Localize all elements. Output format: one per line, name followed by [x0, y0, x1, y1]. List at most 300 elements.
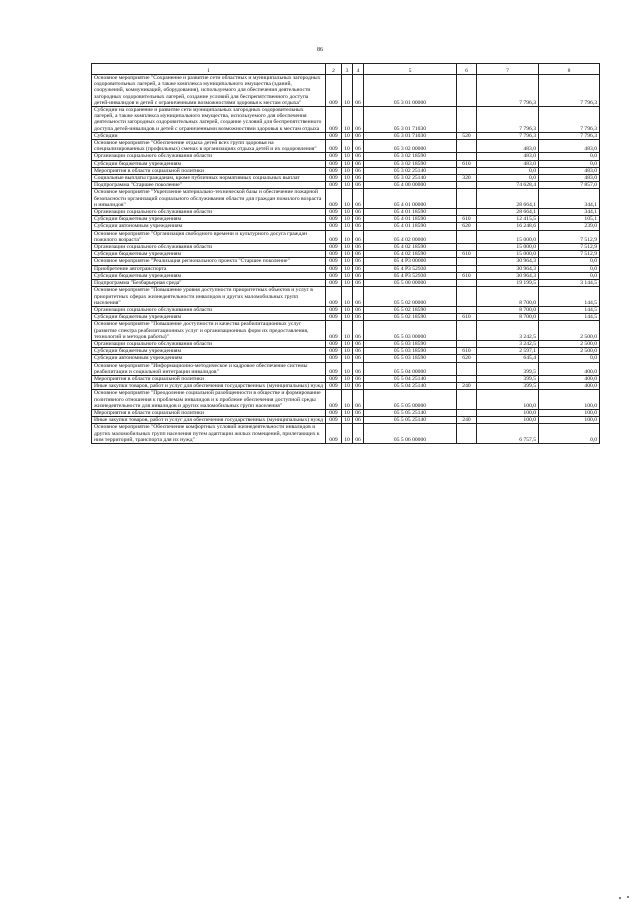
table-row — [92, 216, 600, 223]
cell-grbs: 009 — [326, 107, 342, 133]
cell-expense-type: 620 — [457, 355, 477, 362]
table-row — [92, 75, 600, 107]
scan-mark — [627, 896, 629, 898]
header-col-8: 8 — [539, 64, 600, 75]
cell-target-article: 05 5 04 25140 — [364, 383, 457, 390]
cell-sum-year-2: 344,1 — [539, 209, 600, 216]
table-row — [92, 417, 600, 424]
cell-grbs: 009 — [326, 258, 342, 265]
cell-razdel: 10 — [342, 107, 353, 133]
cell-expense-type — [457, 375, 477, 382]
cell-target-article: 05 3 02 25140 — [364, 167, 457, 174]
cell-sum-year-2: 0,0 — [539, 265, 600, 272]
cell-sum-year-1: 0,0 — [477, 167, 539, 174]
cell-name: Субсидии автономным учреждениям — [92, 223, 326, 230]
table-row — [92, 424, 600, 444]
cell-podrazdel: 06 — [353, 175, 364, 182]
cell-target-article: 05 5 02 18590 — [364, 306, 457, 313]
cell-razdel: 10 — [342, 216, 353, 223]
cell-expense-type — [457, 409, 477, 416]
cell-name: Основное мероприятие "Организация свободного времени и культурного досуга граждан пожилого возраста" — [92, 230, 326, 243]
cell-razdel: 10 — [342, 160, 353, 167]
cell-podrazdel: 06 — [353, 153, 364, 160]
table-row — [92, 258, 600, 265]
cell-sum-year-2: 7 512,9 — [539, 244, 600, 251]
cell-podrazdel: 06 — [353, 424, 364, 444]
cell-podrazdel: 06 — [353, 375, 364, 382]
cell-sum-year-1: 19 199,5 — [477, 280, 539, 287]
cell-expense-type — [457, 153, 477, 160]
table-row — [92, 355, 600, 362]
cell-name: Подпрограмма "Старшее поколение" — [92, 182, 326, 189]
cell-grbs: 009 — [326, 390, 342, 410]
cell-name: Организации социального обслуживания области — [92, 244, 326, 251]
cell-target-article: 05 4 01 18590 — [364, 209, 457, 216]
cell-expense-type — [457, 424, 477, 444]
cell-expense-type: 610 — [457, 314, 477, 321]
cell-razdel: 10 — [342, 362, 353, 375]
cell-sum-year-1: 3 242,5 — [477, 321, 539, 341]
cell-razdel: 10 — [342, 209, 353, 216]
cell-sum-year-1: 645,4 — [477, 355, 539, 362]
cell-sum-year-2: 2 500,0 — [539, 348, 600, 355]
cell-razdel: 10 — [342, 140, 353, 153]
cell-name: Основное мероприятие "Информационно-методическое и кадровое обеспечение системы реабилитации и социальной интеграции инвалидов" — [92, 362, 326, 375]
cell-target-article: 05 3 02 00000 — [364, 140, 457, 153]
cell-podrazdel: 06 — [353, 258, 364, 265]
cell-name: Субсидии бюджетным учреждениям — [92, 216, 326, 223]
cell-podrazdel: 06 — [353, 272, 364, 279]
cell-name: Основное мероприятие "Преодоление социальной разобщенности в обществе и формирование позитивного отношения к проблемам инвалидов и к проблеме обеспечения доступной среды жизнедеятельности для инвалидов и других маломобильных групп населения" — [92, 390, 326, 410]
cell-grbs: 009 — [326, 244, 342, 251]
cell-podrazdel: 06 — [353, 230, 364, 243]
table-row — [92, 348, 600, 355]
cell-podrazdel: 06 — [353, 244, 364, 251]
cell-grbs: 009 — [326, 424, 342, 444]
cell-expense-type — [457, 167, 477, 174]
cell-grbs: 009 — [326, 340, 342, 347]
cell-name: Субсидии бюджетным учреждениям — [92, 251, 326, 258]
cell-target-article: 05 5 04 00000 — [364, 362, 457, 375]
cell-expense-type — [457, 280, 477, 287]
page-number: 86 — [317, 47, 323, 53]
cell-razdel: 10 — [342, 409, 353, 416]
cell-sum-year-2: 105,1 — [539, 216, 600, 223]
cell-expense-type — [457, 321, 477, 341]
table-row — [92, 280, 600, 287]
cell-sum-year-1: 12 415,5 — [477, 216, 539, 223]
cell-sum-year-1: 100,0 — [477, 409, 539, 416]
table-row — [92, 306, 600, 313]
cell-grbs: 009 — [326, 362, 342, 375]
cell-name: Основное мероприятие "Сохранение и развитие сети областных и муниципальных загородных оздоровительных лагерей, а также комплекса муниципального имущества (зданий, сооружений, коммуникаций, оборудования), используемого для обеспечения деятельности загородных оздоровительных лагерей, создание условий для беспрепятственного доступа детей-инвалидов и детей с ограниченными возможностями здоровья к местам отдыха" — [92, 75, 326, 107]
cell-name: Основное мероприятие "Укрепление материально-технической базы и обеспечение пожарной безопасности организаций социального обслуживания области для граждан пожилого возраста и инвалидов" — [92, 189, 326, 209]
header-col-1: 1 — [92, 64, 326, 75]
cell-podrazdel: 06 — [353, 216, 364, 223]
cell-sum-year-2: 400,0 — [539, 383, 600, 390]
cell-sum-year-2: 7 512,9 — [539, 230, 600, 243]
cell-podrazdel: 06 — [353, 107, 364, 133]
cell-name: Субсидии бюджетным учреждениям — [92, 160, 326, 167]
cell-grbs: 009 — [326, 409, 342, 416]
cell-grbs: 009 — [326, 280, 342, 287]
cell-grbs: 009 — [326, 140, 342, 153]
cell-grbs: 009 — [326, 375, 342, 382]
cell-expense-type — [457, 209, 477, 216]
cell-expense-type: 520 — [457, 132, 477, 139]
cell-podrazdel: 06 — [353, 348, 364, 355]
cell-name: Мероприятия в области социальной политики — [92, 375, 326, 382]
cell-expense-type — [457, 306, 477, 313]
cell-expense-type: 320 — [457, 175, 477, 182]
cell-sum-year-2: 2 500,0 — [539, 321, 600, 341]
cell-name: Основное мероприятие "Повышение доступности и качества реабилитационных услуг (развитие спектра реабилитационных услуг и организационных форм их предоставления, технологий и методов работы)" — [92, 321, 326, 341]
cell-grbs: 009 — [326, 216, 342, 223]
cell-podrazdel: 06 — [353, 167, 364, 174]
cell-grbs: 009 — [326, 287, 342, 307]
table-row — [92, 140, 600, 153]
cell-razdel: 10 — [342, 287, 353, 307]
cell-grbs: 009 — [326, 306, 342, 313]
cell-expense-type — [457, 340, 477, 347]
cell-sum-year-1: 8 700,0 — [477, 287, 539, 307]
cell-sum-year-1: 30 964,3 — [477, 272, 539, 279]
cell-razdel: 10 — [342, 153, 353, 160]
cell-grbs: 009 — [326, 355, 342, 362]
table-row — [92, 314, 600, 321]
cell-target-article: 05 4 P3 52930 — [364, 265, 457, 272]
table-row — [92, 321, 600, 341]
cell-target-article: 05 4 P3 00000 — [364, 258, 457, 265]
cell-target-article: 05 3 02 25140 — [364, 175, 457, 182]
cell-sum-year-2: 144,5 — [539, 287, 600, 307]
cell-grbs: 009 — [326, 153, 342, 160]
cell-sum-year-1: 7 796,3 — [477, 107, 539, 133]
cell-razdel: 10 — [342, 424, 353, 444]
cell-podrazdel: 06 — [353, 189, 364, 209]
cell-expense-type — [457, 189, 477, 209]
table-row — [92, 375, 600, 382]
cell-target-article: 05 5 00 00000 — [364, 280, 457, 287]
table-row — [92, 251, 600, 258]
cell-sum-year-2: 483,0 — [539, 140, 600, 153]
cell-expense-type: 610 — [457, 251, 477, 258]
cell-expense-type — [457, 265, 477, 272]
header-col-5: 5 — [364, 64, 457, 75]
cell-razdel: 10 — [342, 75, 353, 107]
cell-sum-year-1: 483,0 — [477, 140, 539, 153]
cell-expense-type — [457, 107, 477, 133]
cell-razdel: 10 — [342, 383, 353, 390]
cell-expense-type — [457, 244, 477, 251]
cell-name: Подпрограмма "Безбарьерная среда" — [92, 280, 326, 287]
table-row — [92, 265, 600, 272]
cell-target-article: 05 4 01 18590 — [364, 216, 457, 223]
cell-grbs: 009 — [326, 314, 342, 321]
cell-sum-year-1: 100,0 — [477, 417, 539, 424]
cell-target-article: 05 3 02 18590 — [364, 160, 457, 167]
cell-sum-year-1: 399,5 — [477, 383, 539, 390]
table-row — [92, 287, 600, 307]
cell-grbs: 009 — [326, 75, 342, 107]
cell-expense-type: 610 — [457, 348, 477, 355]
cell-sum-year-2: 0,0 — [539, 272, 600, 279]
table-row — [92, 362, 600, 375]
cell-podrazdel: 06 — [353, 223, 364, 230]
cell-name: Социальные выплаты гражданам, кроме публичных нормативных социальных выплат — [92, 175, 326, 182]
cell-podrazdel: 06 — [353, 251, 364, 258]
cell-sum-year-1: 28 664,1 — [477, 189, 539, 209]
cell-podrazdel: 06 — [353, 383, 364, 390]
cell-sum-year-2: 0,0 — [539, 153, 600, 160]
cell-sum-year-1: 7 796,3 — [477, 132, 539, 139]
cell-podrazdel: 06 — [353, 265, 364, 272]
cell-podrazdel: 06 — [353, 287, 364, 307]
cell-target-article: 05 3 01 71030 — [364, 107, 457, 133]
cell-expense-type — [457, 75, 477, 107]
cell-expense-type — [457, 140, 477, 153]
cell-sum-year-1: 483,0 — [477, 153, 539, 160]
cell-podrazdel: 06 — [353, 280, 364, 287]
cell-sum-year-1: 15 000,0 — [477, 251, 539, 258]
table-row — [92, 409, 600, 416]
cell-name: Мероприятия в области социальной политики — [92, 409, 326, 416]
cell-expense-type — [457, 182, 477, 189]
table-row — [92, 175, 600, 182]
cell-name: Организации социального обслуживания области — [92, 153, 326, 160]
cell-sum-year-2: 0,0 — [539, 258, 600, 265]
cell-expense-type — [457, 258, 477, 265]
cell-sum-year-1: 28 664,1 — [477, 209, 539, 216]
cell-sum-year-1: 8 700,0 — [477, 306, 539, 313]
header-col-3: 3 — [342, 64, 353, 75]
table-header-row — [92, 64, 600, 75]
cell-sum-year-1: 7 796,3 — [477, 75, 539, 107]
cell-name: Иные закупки товаров, работ и услуг для обеспечения государственных (муниципальных) нужд — [92, 417, 326, 424]
table-row — [92, 390, 600, 410]
cell-name: Организации социального обслуживания области — [92, 209, 326, 216]
table-row — [92, 223, 600, 230]
cell-target-article: 05 5 03 18590 — [364, 348, 457, 355]
cell-name: Субсидии — [92, 132, 326, 139]
cell-grbs: 009 — [326, 230, 342, 243]
cell-sum-year-2: 3 144,5 — [539, 280, 600, 287]
cell-razdel: 10 — [342, 244, 353, 251]
cell-target-article: 05 3 01 71030 — [364, 132, 457, 139]
cell-sum-year-2: 100,0 — [539, 390, 600, 410]
cell-name: Субсидии бюджетным учреждениям — [92, 348, 326, 355]
cell-name: Основное мероприятие "Повышение уровня доступности приоритетных объектов и услуг в приоритетных сферах жизнедеятельности инвалидов и других маломобильных групп населения" — [92, 287, 326, 307]
cell-sum-year-2: 7 796,3 — [539, 132, 600, 139]
cell-podrazdel: 06 — [353, 140, 364, 153]
cell-podrazdel: 06 — [353, 340, 364, 347]
cell-razdel: 10 — [342, 314, 353, 321]
cell-podrazdel: 06 — [353, 75, 364, 107]
table-row — [92, 383, 600, 390]
table-row — [92, 189, 600, 209]
cell-grbs: 009 — [326, 251, 342, 258]
cell-target-article: 05 3 02 18590 — [364, 153, 457, 160]
cell-grbs: 009 — [326, 132, 342, 139]
header-col-4: 4 — [353, 64, 364, 75]
cell-podrazdel: 06 — [353, 314, 364, 321]
cell-target-article: 05 5 05 00000 — [364, 390, 457, 410]
cell-razdel: 10 — [342, 306, 353, 313]
cell-name: Мероприятия в области социальной политики — [92, 167, 326, 174]
table-row — [92, 153, 600, 160]
cell-sum-year-1: 6 757,5 — [477, 424, 539, 444]
cell-sum-year-1: 16 248,6 — [477, 223, 539, 230]
cell-sum-year-1: 483,0 — [477, 160, 539, 167]
cell-razdel: 10 — [342, 390, 353, 410]
cell-expense-type: 610 — [457, 272, 477, 279]
cell-target-article: 05 5 04 25140 — [364, 375, 457, 382]
cell-razdel: 10 — [342, 182, 353, 189]
cell-grbs: 009 — [326, 272, 342, 279]
cell-expense-type: 620 — [457, 223, 477, 230]
cell-sum-year-2: 0,0 — [539, 424, 600, 444]
cell-razdel: 10 — [342, 167, 353, 174]
cell-grbs: 009 — [326, 383, 342, 390]
cell-podrazdel: 06 — [353, 417, 364, 424]
cell-target-article: 05 4 02 18590 — [364, 251, 457, 258]
cell-expense-type: 240 — [457, 383, 477, 390]
table-row — [92, 132, 600, 139]
cell-razdel: 10 — [342, 355, 353, 362]
cell-sum-year-2: 7 796,3 — [539, 75, 600, 107]
cell-razdel: 10 — [342, 265, 353, 272]
cell-expense-type — [457, 362, 477, 375]
cell-sum-year-2: 400,0 — [539, 362, 600, 375]
cell-sum-year-1: 0,0 — [477, 175, 539, 182]
table-row — [92, 167, 600, 174]
cell-podrazdel: 06 — [353, 306, 364, 313]
cell-sum-year-1: 15 000,0 — [477, 230, 539, 243]
cell-target-article: 05 4 02 00000 — [364, 230, 457, 243]
cell-name: Иные закупки товаров, работ и услуг для обеспечения государственных (муниципальных) нужд — [92, 383, 326, 390]
cell-expense-type — [457, 390, 477, 410]
table-row — [92, 209, 600, 216]
cell-razdel: 10 — [342, 230, 353, 243]
cell-sum-year-2: 7 857,0 — [539, 182, 600, 189]
cell-target-article: 05 5 02 18590 — [364, 314, 457, 321]
cell-sum-year-2: 7 796,3 — [539, 107, 600, 133]
cell-sum-year-2: 344,1 — [539, 189, 600, 209]
cell-sum-year-1: 3 242,5 — [477, 340, 539, 347]
cell-razdel: 10 — [342, 272, 353, 279]
cell-sum-year-1: 399,5 — [477, 362, 539, 375]
cell-razdel: 10 — [342, 258, 353, 265]
cell-expense-type: 610 — [457, 216, 477, 223]
cell-expense-type — [457, 287, 477, 307]
cell-grbs: 009 — [326, 167, 342, 174]
cell-razdel: 10 — [342, 175, 353, 182]
cell-target-article: 05 5 02 00000 — [364, 287, 457, 307]
cell-podrazdel: 06 — [353, 362, 364, 375]
cell-name: Субсидии автономным учреждениям — [92, 355, 326, 362]
table-row — [92, 182, 600, 189]
cell-razdel: 10 — [342, 223, 353, 230]
cell-name: Основное мероприятие "Обеспечение комфортных условий жизнедеятельности инвалидов и других маломобильных групп населения путем адаптации жилых помещений, прилегающих к ним территорий, транспорта для их нужд" — [92, 424, 326, 444]
cell-sum-year-1: 30 964,3 — [477, 265, 539, 272]
cell-grbs: 009 — [326, 265, 342, 272]
cell-name: Субсидии бюджетным учреждениям — [92, 314, 326, 321]
cell-target-article: 05 5 03 00000 — [364, 321, 457, 341]
cell-razdel: 10 — [342, 375, 353, 382]
cell-sum-year-2: 2 500,0 — [539, 340, 600, 347]
cell-grbs: 009 — [326, 160, 342, 167]
cell-sum-year-1: 2 597,1 — [477, 348, 539, 355]
cell-sum-year-1: 15 000,0 — [477, 244, 539, 251]
cell-sum-year-2: 0,0 — [539, 355, 600, 362]
cell-podrazdel: 06 — [353, 390, 364, 410]
table-row — [92, 272, 600, 279]
cell-target-article: 05 4 01 18590 — [364, 223, 457, 230]
cell-sum-year-2: 483,0 — [539, 167, 600, 174]
cell-sum-year-2: 100,0 — [539, 409, 600, 416]
table-row — [92, 230, 600, 243]
cell-target-article: 05 4 00 00000 — [364, 182, 457, 189]
cell-sum-year-2: 0,0 — [539, 160, 600, 167]
cell-sum-year-1: 399,5 — [477, 375, 539, 382]
table-row — [92, 244, 600, 251]
cell-sum-year-2: 400,0 — [539, 375, 600, 382]
cell-grbs: 009 — [326, 182, 342, 189]
cell-sum-year-2: 239,0 — [539, 223, 600, 230]
cell-sum-year-1: 100,0 — [477, 390, 539, 410]
cell-target-article: 05 3 01 00000 — [364, 75, 457, 107]
cell-name: Субсидии на сохранение и развитие сети муниципальных загородных оздоровительных лагерей, а также комплекса муниципального имущества, используемого для обеспечения деятельности загородных оздоровительных лагерей, создание условий для беспрепятственного доступа детей-инвалидов и детей с ограниченными возможностями здоровья к местам отдыха — [92, 107, 326, 133]
cell-target-article: 05 5 03 18590 — [364, 355, 457, 362]
cell-razdel: 10 — [342, 417, 353, 424]
cell-razdel: 10 — [342, 251, 353, 258]
cell-razdel: 10 — [342, 348, 353, 355]
header-col-7: 7 — [477, 64, 539, 75]
scan-mark — [619, 897, 621, 899]
cell-sum-year-1: 8 700,0 — [477, 314, 539, 321]
cell-grbs: 009 — [326, 321, 342, 341]
cell-sum-year-2: 144,5 — [539, 306, 600, 313]
cell-podrazdel: 06 — [353, 160, 364, 167]
cell-sum-year-1: 30 964,3 — [477, 258, 539, 265]
table-row — [92, 107, 600, 133]
cell-sum-year-2: 100,0 — [539, 417, 600, 424]
cell-razdel: 10 — [342, 189, 353, 209]
cell-expense-type — [457, 230, 477, 243]
cell-podrazdel: 06 — [353, 355, 364, 362]
cell-target-article: 05 5 03 18590 — [364, 340, 457, 347]
cell-expense-type: 240 — [457, 417, 477, 424]
cell-podrazdel: 06 — [353, 182, 364, 189]
cell-razdel: 10 — [342, 321, 353, 341]
cell-name: Организации социального обслуживания области — [92, 340, 326, 347]
cell-podrazdel: 06 — [353, 209, 364, 216]
cell-sum-year-2: 483,0 — [539, 175, 600, 182]
cell-razdel: 10 — [342, 280, 353, 287]
header-col-2: 2 — [326, 64, 342, 75]
cell-target-article: 05 5 05 25140 — [364, 417, 457, 424]
cell-name: Субсидии бюджетным учреждениям — [92, 272, 326, 279]
budget-table — [91, 63, 600, 444]
cell-podrazdel: 06 — [353, 409, 364, 416]
cell-sum-year-2: 7 512,9 — [539, 251, 600, 258]
cell-sum-year-2: 144,5 — [539, 314, 600, 321]
cell-target-article: 05 5 06 00000 — [364, 424, 457, 444]
header-col-6: 6 — [457, 64, 477, 75]
cell-grbs: 009 — [326, 348, 342, 355]
cell-razdel: 10 — [342, 132, 353, 139]
cell-grbs: 009 — [326, 175, 342, 182]
